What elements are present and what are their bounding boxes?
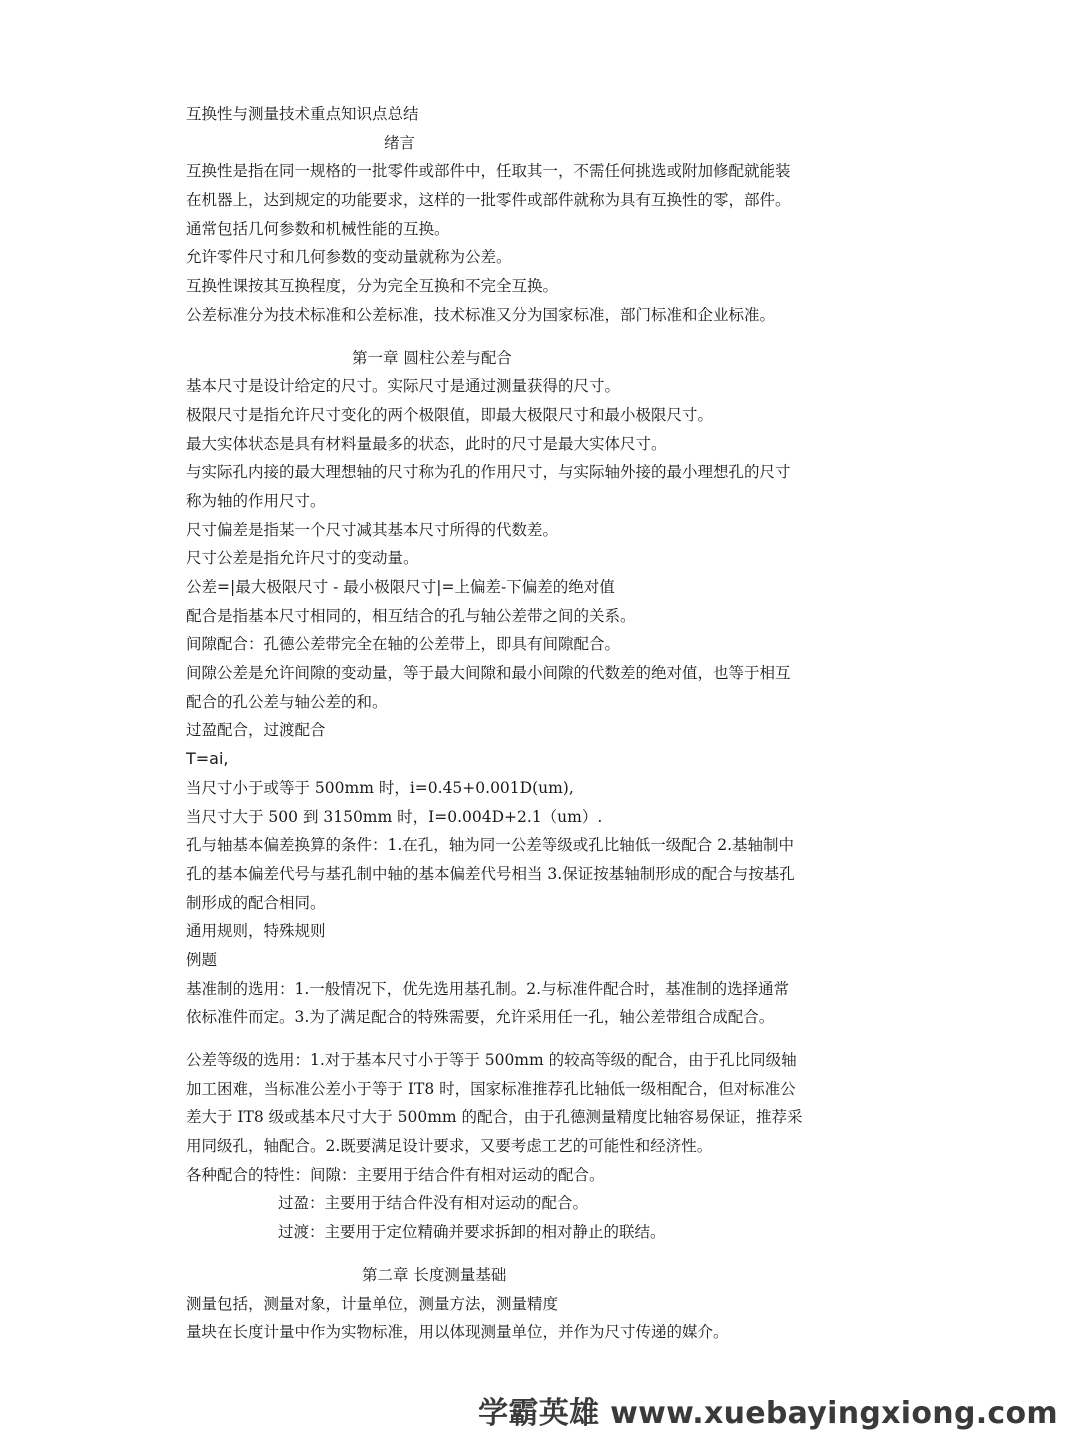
text-line: 与实际孔内接的最大理想轴的尺寸称为孔的作用尺寸，与实际轴外接的最小理想孔的尺寸 [186,463,791,482]
text-line: 基本尺寸是设计给定的尺寸。实际尺寸是通过测量获得的尺寸。 [186,377,621,396]
text-line: 公差标准分为技术标准和公差标准，技术标准又分为国家标准，部门标准和企业标准。 [186,305,776,324]
document-page [186,100,896,1347]
text-line: 间隙配合：孔德公差带完全在轴的公差带上，即具有间隙配合。 [186,635,621,654]
text-line: 互换性课按其互换程度，分为完全互换和不完全互换。 [186,277,559,296]
text-line: 孔与轴基本偏差换算的条件：1.在孔，轴为同一公差等级或孔比轴低一级配合 2.基轴制中 [186,836,795,855]
chapter1-heading: 第一章 圆柱公差与配合 [352,348,512,367]
text-line: 尺寸偏差是指某一个尺寸减其基本尺寸所得的代数差。 [186,520,559,539]
spacer [186,1247,896,1261]
text-line: 依标准件而定。3.为了满足配合的特殊需要，允许采用任一孔，轴公差带组合成配合。 [186,1008,775,1027]
text-line: 差大于 IT8 级或基本尺寸大于 500mm 的配合，由于孔德测量精度比轴容易保证，推荐采 [186,1108,803,1127]
text-line: 孔的基本偏差代号与基孔制中轴的基本偏差代号相当 3.保证按基轴制形成的配合与按基孔 [186,864,795,883]
text-line: 过盈配合，过渡配合 [186,721,326,740]
text-line: 公差等级的选用：1.对于基本尺寸小于等于 500mm 的较高等级的配合，由于孔比同级轴 [186,1051,797,1069]
text-line: 配合的孔公差与轴公差的和。 [186,692,388,711]
text-line: 过渡：主要用于定位精确并要求拆卸的相对静止的联结。 [278,1223,666,1242]
intro-paragraphs [186,157,896,329]
text-line: 测量包括，测量对象，计量单位，测量方法，测量精度 [186,1294,559,1313]
text-line: 当尺寸小于或等于 500mm 时，i=0.45+0.001D(um), [186,778,574,797]
chapter1-paragraphs-b [186,1046,896,1247]
text-line: 间隙公差是允许间隙的变动量，等于最大间隙和最小间隙的代数差的绝对值，也等于相互 [186,664,791,683]
text-line: 互换性是指在同一规格的一批零件或部件中，任取其一，不需任何挑选或附加修配就能装 [186,162,791,181]
text-line: 量块在长度计量中作为实物标准，用以体现测量单位，并作为尺寸传递的媒介。 [186,1323,729,1342]
text-line: 允许零件尺寸和几何参数的变动量就称为公差。 [186,248,512,267]
text-line: 公差=|最大极限尺寸 - 最小极限尺寸|=上偏差-下偏差的绝对值 [186,578,615,596]
text-line: 加工困难，当标准公差小于等于 IT8 时，国家标准推荐孔比轴低一级相配合，但对标准公 [186,1079,796,1098]
text-line: 最大实体状态是具有材料量最多的状态，此时的尺寸是最大实体尺寸。 [186,434,667,453]
chapter1-paragraphs [186,372,896,1032]
text-line: 尺寸公差是指允许尺寸的变动量。 [186,549,419,568]
text-line: 通常包括几何参数和机械性能的互换。 [186,219,450,238]
text-line: 制形成的配合相同。 [186,893,326,912]
text-line: 例题 [186,950,218,969]
text-line: 在机器上，达到规定的功能要求，这样的一批零件或部件就称为具有互换性的零，部件。 [186,191,791,210]
footer-watermark: 学霸英雄 www.xuebayingxiong.com [478,1396,1058,1431]
text-line: 极限尺寸是指允许尺寸变化的两个极限值，即最大极限尺寸和最小极限尺寸。 [186,405,714,424]
text-line: 当尺寸大于 500 到 3150mm 时，I=0.004D+2.1（um）. [186,807,603,826]
text-line: 基准制的选用：1.一般情况下，优先选用基孔制。2.与标准件配合时，基准制的选择通常 [186,979,790,998]
intro-heading: 绪言 [384,133,416,152]
document-title: 互换性与测量技术重点知识点总结 [186,105,419,123]
formula-line: T=ai, [186,749,229,769]
text-line: 用同级孔，轴配合。2.既要满足设计要求，又要考虑工艺的可能性和经济性。 [186,1137,713,1156]
spacer [186,1032,896,1046]
spacer [186,330,896,344]
text-line: 各种配合的特性：间隙：主要用于结合件有相对运动的配合。 [186,1165,605,1184]
chapter2-heading: 第二章 长度测量基础 [362,1265,507,1284]
text-line: 通用规则，特殊规则 [186,922,326,941]
chapter2-paragraphs [186,1290,896,1347]
text-line: 过盈：主要用于结合件没有相对运动的配合。 [278,1194,589,1213]
text-line: 配合是指基本尺寸相同的，相互结合的孔与轴公差带之间的关系。 [186,606,636,625]
text-line: 称为轴的作用尺寸。 [186,491,326,510]
